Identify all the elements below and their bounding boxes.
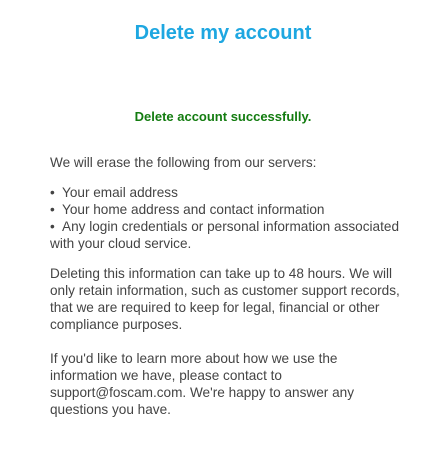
retention-paragraph: Deleting this information can take up to 48 hours. We will only retain information, such as customer support records, that we are required to keep for legal, financial or other compliance purposes. <box>50 266 400 332</box>
erase-intro: We will erase the following from our servers: <box>50 155 317 170</box>
list-item-text: Your home address and contact information <box>62 202 325 217</box>
deletion-info <box>50 154 400 418</box>
bullet-icon: • <box>50 185 55 200</box>
list-item <box>50 201 400 218</box>
contact-paragraph: If you'd like to learn more about how we use the information we have, please contact to support@foscam.com. We're happy to answer any questions you have. <box>50 351 355 417</box>
list-item-text: Any login credentials or personal information associated with your cloud service. <box>50 219 400 251</box>
erased-items-list <box>50 184 400 252</box>
bullet-icon: • <box>50 219 55 234</box>
page-title: Delete my account <box>134 22 312 44</box>
success-message: Delete account successfully. <box>134 109 312 124</box>
list-item <box>50 184 400 201</box>
list-item <box>50 218 400 252</box>
list-item-text: Your email address <box>62 185 178 200</box>
bullet-icon: • <box>50 202 55 217</box>
